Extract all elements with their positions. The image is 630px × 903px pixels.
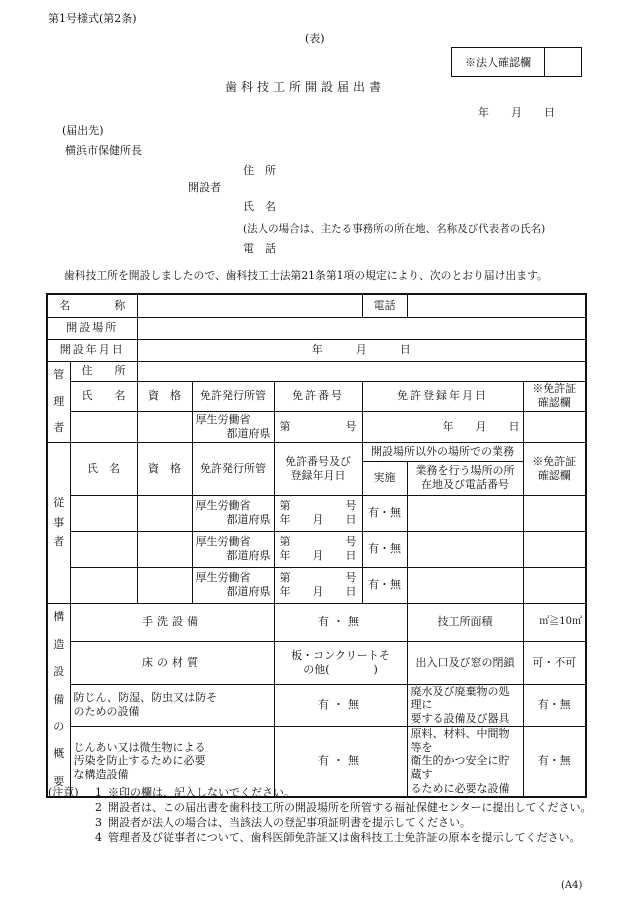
- staff-name-field[interactable]: [70, 495, 137, 531]
- staff-implement-toggle[interactable]: 有・無: [362, 531, 407, 567]
- manager-col-qualification: 資 格: [137, 381, 192, 411]
- manager-col-issuer: 免許発行所管: [192, 381, 274, 411]
- location-field[interactable]: [137, 317, 586, 339]
- opener-label: 開設者: [188, 181, 221, 194]
- manager-license-no-field[interactable]: 第 号: [274, 411, 362, 442]
- note-item: 管理者及び従事者について、歯科医師免許証又は歯科技工士免許証の原本を提示してください。: [108, 831, 581, 844]
- note-item: 開設者は、この届出書を歯科技工所の開設場所を所管する福祉保健センターに提出してください。: [108, 801, 592, 814]
- notes-label: (注意): [48, 786, 79, 799]
- dust-label: じんあい又は微生物による 汚染を防止するために必要 な構造設備: [70, 726, 274, 796]
- paper-size-label: (A4): [561, 880, 583, 891]
- note-item: ※印の欄は、記入しないでください。: [108, 786, 295, 799]
- material-value-toggle[interactable]: 有・無: [523, 726, 586, 796]
- material-label: 原料、材料、中間物等を 衛生的かつ安全に貯蔵す るために必要な設備: [407, 726, 523, 796]
- staff-qualification-field[interactable]: [137, 495, 192, 531]
- floor-value-toggle[interactable]: 板・コンクリートそ の他( ): [274, 641, 407, 684]
- note-item: 開設者が法人の場合は、当該法人の登記事項証明書を提示してください。: [108, 816, 471, 829]
- location-label: 開設場所: [47, 317, 137, 339]
- window-label: 出入口及び窓の閉鎖: [407, 641, 523, 684]
- pest-label: 防じん、防湿、防虫又は防そ のための設備: [70, 684, 274, 726]
- recipient-name: 横浜市保健所長: [65, 144, 142, 157]
- staff-implement-toggle[interactable]: 有・無: [362, 567, 407, 603]
- staff-col-name: 氏 名: [70, 442, 137, 495]
- staff-row: [47, 567, 586, 603]
- staff-row: [47, 531, 586, 567]
- facility-phone-label: 電話: [362, 294, 407, 317]
- date-line[interactable]: 年 月 日: [478, 106, 555, 119]
- staff-col-outside-place: 業務を行う場所の所 在地及び電話番号: [407, 461, 523, 495]
- staff-issuer: 厚生労働省 都道府県: [192, 531, 274, 567]
- facility-name-field[interactable]: [137, 294, 362, 317]
- staff-col-qualification: 資 格: [137, 442, 192, 495]
- area-label: 技工所面積: [407, 603, 523, 641]
- dust-value-toggle[interactable]: 有・無: [274, 726, 407, 796]
- staff-check-field[interactable]: [523, 531, 586, 567]
- waste-label: 廃水及び廃棄物の処理に 要する設備及び器具: [407, 684, 523, 726]
- sink-label: 手洗設備: [70, 603, 274, 641]
- staff-issuer: 厚生労働省 都道府県: [192, 567, 274, 603]
- open-date-field[interactable]: 年 月 日: [137, 339, 586, 361]
- floor-label: 床の材質: [70, 641, 274, 684]
- manager-col-check: ※免許証 確認欄: [523, 381, 586, 411]
- manager-qualification-field[interactable]: [137, 411, 192, 442]
- manager-license-date-field[interactable]: 年 月 日: [362, 411, 523, 442]
- statement: 歯科技工所を開設しましたので、歯科技工士法第21条第1項の規定により、次のとおり届け出ます。: [64, 269, 548, 282]
- staff-license-field[interactable]: 第 号 年 月 日: [274, 531, 362, 567]
- staff-col-check: ※免許証 確認欄: [523, 442, 586, 495]
- corp-check-box: [451, 47, 582, 77]
- document-title: 歯科技工所開設届出書: [225, 80, 386, 94]
- staff-qualification-field[interactable]: [137, 567, 192, 603]
- staff-label: 従 事 者: [47, 442, 70, 603]
- phone-label: 電 話: [243, 242, 276, 255]
- staff-col-license: 免許番号及び 登録年月日: [274, 442, 362, 495]
- manager-col-license-no: 免許番号: [274, 381, 362, 411]
- side-label: (表): [305, 32, 325, 45]
- waste-value-toggle[interactable]: 有・無: [523, 684, 586, 726]
- facility-phone-field[interactable]: [407, 294, 586, 317]
- area-value[interactable]: ㎡≧10㎡: [523, 603, 586, 641]
- staff-check-field[interactable]: [523, 495, 586, 531]
- staff-outside-place-field[interactable]: [407, 567, 523, 603]
- manager-name-field[interactable]: [70, 411, 137, 442]
- staff-col-implement: 実施: [362, 461, 407, 495]
- staff-row: [47, 495, 586, 531]
- corp-check-label: ※法人確認欄: [452, 48, 545, 77]
- manager-address-label: 住 所: [70, 361, 137, 381]
- sink-value-toggle[interactable]: 有・無: [274, 603, 407, 641]
- manager-address-field[interactable]: [137, 361, 586, 381]
- pest-value-toggle[interactable]: 有・無: [274, 684, 407, 726]
- manager-issuer: 厚生労働省 都道府県: [192, 411, 274, 442]
- facility-name-label: 名 称: [47, 294, 137, 317]
- staff-implement-toggle[interactable]: 有・無: [362, 495, 407, 531]
- notes-section: (注意) 1 ※印の欄は、記入しないでください。 2 開設者は、この届出書を歯科技工所の開設場所を所管する福祉保健センターに提出してください。 3 開設者が法人の場合は、当該法人の登記事項証明書を提示してください。 4 管理者及び従事者について、歯科医師免許証又は歯科技工士免許証の原本を提示してください。: [48, 786, 592, 844]
- staff-outside-place-field[interactable]: [407, 495, 523, 531]
- manager-check-field[interactable]: [523, 411, 586, 442]
- staff-col-issuer: 免許発行所管: [192, 442, 274, 495]
- corporation-note: (法人の場合は、主たる事務所の所在地、名称及び代表者の氏名): [243, 223, 546, 235]
- manager-label: 管 理 者: [47, 361, 70, 442]
- staff-outside-place-field[interactable]: [407, 531, 523, 567]
- staff-check-field[interactable]: [523, 567, 586, 603]
- open-date-label: 開設年月日: [47, 339, 137, 361]
- staff-qualification-field[interactable]: [137, 531, 192, 567]
- window-value-toggle[interactable]: 可・不可: [523, 641, 586, 684]
- form-number: 第1号様式(第2条): [48, 12, 137, 25]
- address-label: 住 所: [243, 164, 276, 177]
- staff-name-field[interactable]: [70, 531, 137, 567]
- manager-col-license-date: 免許登録年月日: [362, 381, 523, 411]
- staff-license-field[interactable]: 第 号 年 月 日: [274, 567, 362, 603]
- corp-check-field[interactable]: [545, 48, 582, 77]
- structure-label: 構 造 設 備 の 概 要: [47, 603, 70, 797]
- staff-name-field[interactable]: [70, 567, 137, 603]
- staff-col-outside: 開設場所以外の場所での業務: [362, 442, 523, 461]
- staff-issuer: 厚生労働省 都道府県: [192, 495, 274, 531]
- recipient-label: (届出先): [62, 124, 104, 137]
- name-label: 氏 名: [243, 200, 276, 213]
- staff-license-field[interactable]: 第 号 年 月 日: [274, 495, 362, 531]
- manager-col-name: 氏 名: [70, 381, 137, 411]
- registration-table: [46, 293, 587, 798]
